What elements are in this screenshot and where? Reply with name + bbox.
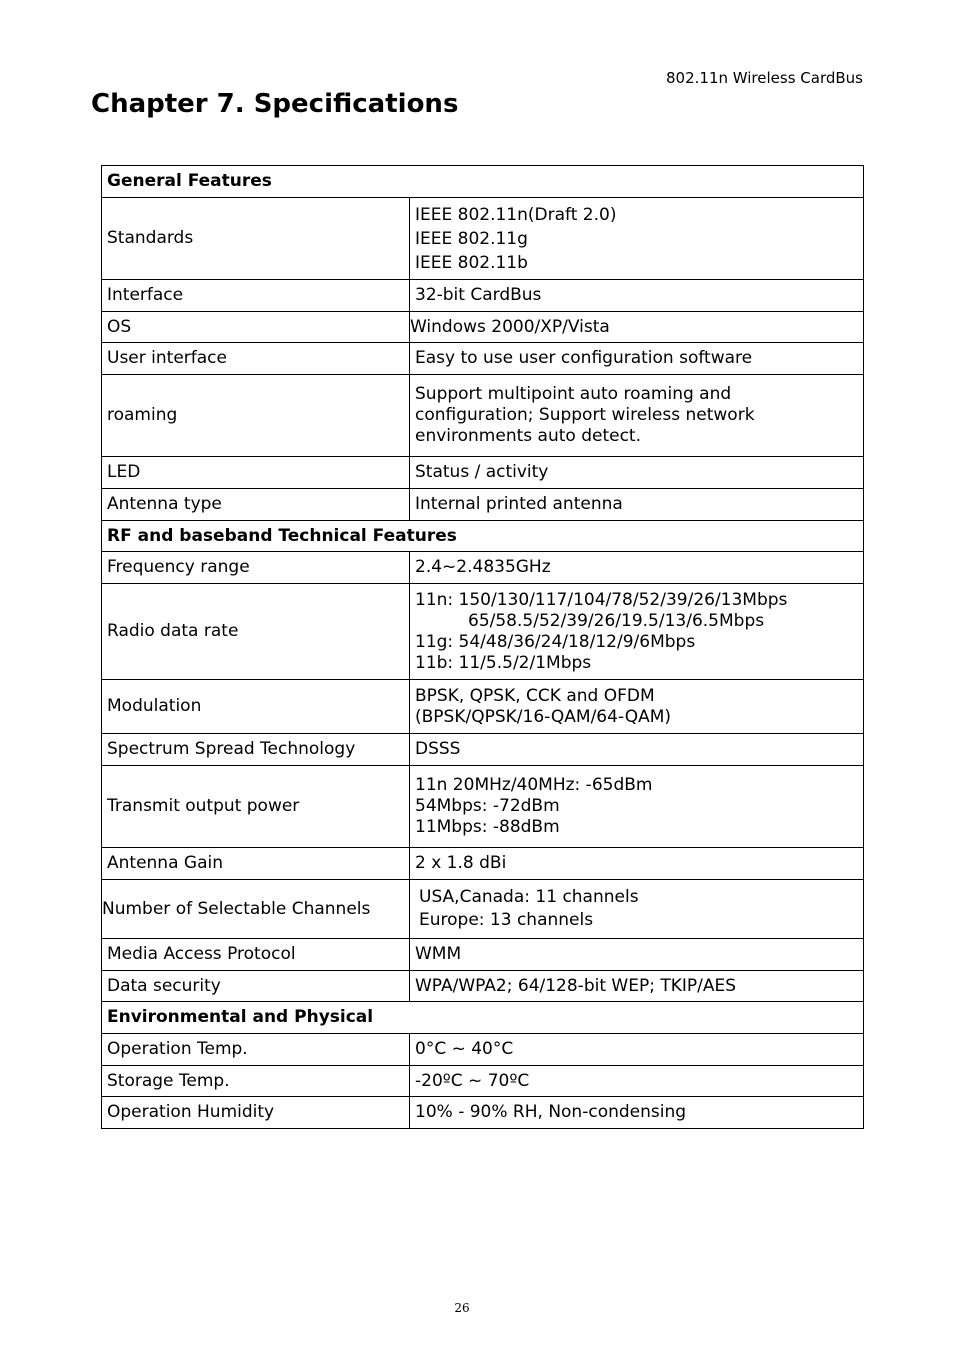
spec-label: User interface: [102, 343, 410, 375]
spec-value: Easy to use user configuration software: [410, 343, 864, 375]
spec-label: Modulation: [102, 680, 410, 734]
table-row: [102, 198, 864, 280]
spec-label: Frequency range: [102, 552, 410, 584]
spec-value: 2 x 1.8 dBi: [410, 848, 864, 880]
spec-label: LED: [102, 457, 410, 489]
table-row: [102, 489, 864, 521]
spec-label: Radio data rate: [102, 584, 410, 680]
spec-value: DSSS: [410, 734, 864, 766]
spec-value: 11n: 150/130/117/104/78/52/39/26/13Mbps 65/58.5/52/39/26/19.5/13/6.5Mbps 11g: 54/48/36/24/18/12/9/6Mbps 11b: 11/5.5/2/1Mbps: [410, 584, 864, 680]
spec-value: WMM: [410, 939, 864, 971]
table-row: [102, 375, 864, 457]
table-row: [102, 280, 864, 312]
spec-label: Antenna Gain: [102, 848, 410, 880]
spec-label: Number of Selectable Channels: [102, 880, 410, 939]
spec-value: 10% - 90% RH, Non-condensing: [410, 1097, 864, 1129]
spec-label: Antenna type: [102, 489, 410, 521]
spec-value: 32-bit CardBus: [410, 280, 864, 312]
spec-label: Media Access Protocol: [102, 939, 410, 971]
table-row: [102, 939, 864, 971]
section-heading: Environmental and Physical: [102, 1002, 864, 1034]
chapter-title: Chapter 7. Specifications: [91, 89, 459, 119]
table-row: [102, 584, 864, 680]
section-row-rf: [102, 521, 864, 552]
spec-value: IEEE 802.11n(Draft 2.0) IEEE 802.11g IEEE 802.11b: [410, 198, 864, 280]
spec-label: Operation Humidity: [102, 1097, 410, 1129]
specifications-table: [101, 165, 864, 1129]
table-row: [102, 680, 864, 734]
spec-label: Storage Temp.: [102, 1066, 410, 1097]
spec-value: -20ºC ~ 70ºC: [410, 1066, 864, 1097]
table-row: [102, 1034, 864, 1066]
table-row: [102, 1097, 864, 1129]
spec-label: Standards: [102, 198, 410, 280]
table-row: [102, 766, 864, 848]
spec-value: 0°C ~ 40°C: [410, 1034, 864, 1066]
spec-value: Status / activity: [410, 457, 864, 489]
spec-label: roaming: [102, 375, 410, 457]
spec-value: Support multipoint auto roaming and configuration; Support wireless network environments auto detect.: [410, 375, 864, 457]
section-row-general: [102, 166, 864, 198]
page-number: 26: [454, 1301, 470, 1315]
table-row: [102, 312, 864, 343]
table-row: [102, 343, 864, 375]
table-row: [102, 880, 864, 939]
table-row: [102, 971, 864, 1002]
spec-label: Interface: [102, 280, 410, 312]
spec-value: USA,Canada: 11 channels Europe: 13 channels: [410, 880, 864, 939]
table-row: [102, 552, 864, 584]
table-row: [102, 1066, 864, 1097]
spec-value: 11n 20MHz/40MHz: -65dBm 54Mbps: -72dBm 11Mbps: -88dBm: [410, 766, 864, 848]
spec-value: 2.4~2.4835GHz: [410, 552, 864, 584]
spec-label: Data security: [102, 971, 410, 1002]
section-heading: General Features: [102, 166, 864, 198]
spec-value: BPSK, QPSK, CCK and OFDM (BPSK/QPSK/16-QAM/64-QAM): [410, 680, 864, 734]
table-row: [102, 457, 864, 489]
spec-value: Windows 2000/XP/Vista: [410, 312, 864, 343]
spec-label: Spectrum Spread Technology: [102, 734, 410, 766]
spec-label: Operation Temp.: [102, 1034, 410, 1066]
section-heading: RF and baseband Technical Features: [102, 521, 864, 552]
spec-label: Transmit output power: [102, 766, 410, 848]
section-row-env: [102, 1002, 864, 1034]
running-header: 802.11n Wireless CardBus: [666, 69, 863, 87]
table-row: [102, 734, 864, 766]
table-row: [102, 848, 864, 880]
spec-value: WPA/WPA2; 64/128-bit WEP; TKIP/AES: [410, 971, 864, 1002]
spec-label: OS: [102, 312, 410, 343]
spec-value: Internal printed antenna: [410, 489, 864, 521]
